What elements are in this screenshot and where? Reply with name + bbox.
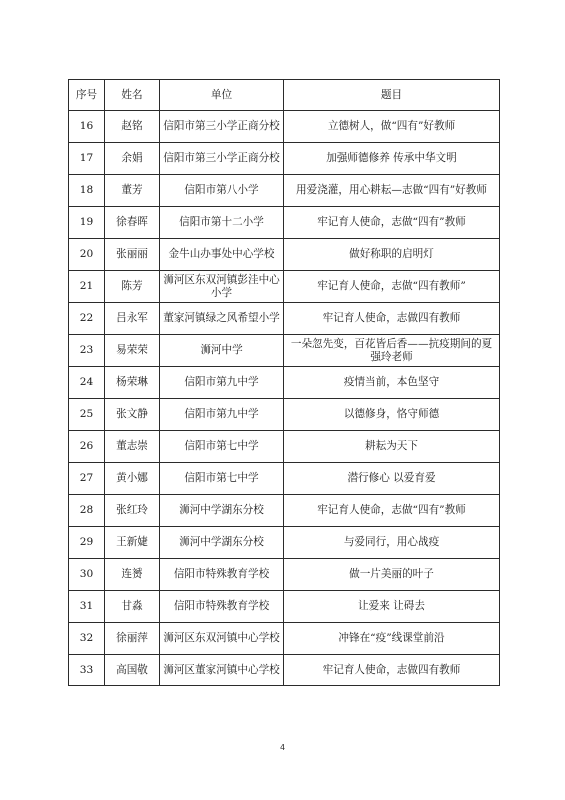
row-title: 疫情当前，本色坚守 xyxy=(284,367,500,399)
row-unit: 信阳市第三小学正商分校 xyxy=(160,143,284,175)
row-number: 25 xyxy=(69,399,105,431)
row-name: 张文静 xyxy=(105,399,160,431)
row-unit: 信阳市第三小学正商分校 xyxy=(160,111,284,143)
table-row xyxy=(69,271,500,303)
table-row xyxy=(69,111,500,143)
row-name: 董志崇 xyxy=(105,431,160,463)
row-name: 陈芳 xyxy=(105,271,160,303)
row-title: 加强师德修养 传承中华文明 xyxy=(284,143,500,175)
row-unit: 浉河中学湖东分校 xyxy=(160,527,284,559)
row-number: 28 xyxy=(69,495,105,527)
row-title: 做好称职的启明灯 xyxy=(284,239,500,271)
row-number: 22 xyxy=(69,303,105,335)
header-name: 姓名 xyxy=(105,80,160,111)
row-name: 董芳 xyxy=(105,175,160,207)
row-unit: 信阳市第九中学 xyxy=(160,367,284,399)
row-unit: 信阳市第十二小学 xyxy=(160,207,284,239)
row-number: 20 xyxy=(69,239,105,271)
header-number: 序号 xyxy=(69,80,105,111)
row-name: 张丽丽 xyxy=(105,239,160,271)
row-number: 30 xyxy=(69,559,105,591)
table-row xyxy=(69,495,500,527)
table-row xyxy=(69,335,500,367)
row-number: 23 xyxy=(69,335,105,367)
row-title: 牢记育人使命，志做“四有”教师 xyxy=(284,495,500,527)
row-title: 潜行修心 以爱育爱 xyxy=(284,463,500,495)
row-unit: 信阳市特殊教育学校 xyxy=(160,591,284,623)
table-body xyxy=(69,111,500,686)
row-title: 用爱浇灌，用心耕耘—志做“四有”好教师 xyxy=(284,175,500,207)
row-unit: 浉河区东双河镇中心学校 xyxy=(160,623,284,655)
row-number: 33 xyxy=(69,655,105,686)
table-row xyxy=(69,431,500,463)
row-number: 31 xyxy=(69,591,105,623)
row-number: 32 xyxy=(69,623,105,655)
row-number: 27 xyxy=(69,463,105,495)
row-unit: 浉河区董家河镇中心学校 xyxy=(160,655,284,686)
row-name: 易荣荣 xyxy=(105,335,160,367)
row-unit: 信阳市第七中学 xyxy=(160,431,284,463)
table-header xyxy=(69,80,500,111)
row-title: 耕耘为天下 xyxy=(284,431,500,463)
row-name: 王新婕 xyxy=(105,527,160,559)
row-name: 连赟 xyxy=(105,559,160,591)
row-name: 杨荣琳 xyxy=(105,367,160,399)
table-row xyxy=(69,175,500,207)
row-unit: 信阳市第九中学 xyxy=(160,399,284,431)
row-number: 26 xyxy=(69,431,105,463)
row-number: 24 xyxy=(69,367,105,399)
row-title: 立德树人，做“四有”好教师 xyxy=(284,111,500,143)
row-title: 让爱来 让碍去 xyxy=(284,591,500,623)
table-row xyxy=(69,367,500,399)
row-name: 张红玲 xyxy=(105,495,160,527)
table-row xyxy=(69,207,500,239)
row-title: 以德修身，恪守师德 xyxy=(284,399,500,431)
row-unit: 浉河区东双河镇彭洼中心小学 xyxy=(160,271,284,303)
row-unit: 信阳市第七中学 xyxy=(160,463,284,495)
row-title: 做一片美丽的叶子 xyxy=(284,559,500,591)
table-row xyxy=(69,655,500,686)
page-number: 4 xyxy=(279,743,286,752)
row-unit: 信阳市特殊教育学校 xyxy=(160,559,284,591)
table-row xyxy=(69,399,500,431)
row-name: 赵铭 xyxy=(105,111,160,143)
table-row xyxy=(69,591,500,623)
row-name: 高国敬 xyxy=(105,655,160,686)
header-unit: 单位 xyxy=(160,80,284,111)
row-title: 牢记育人使命，志做四有教师 xyxy=(284,303,500,335)
row-unit: 信阳市第八小学 xyxy=(160,175,284,207)
row-title: 牢记育人使命，志做“四有”教师 xyxy=(284,207,500,239)
row-unit: 浉河中学 xyxy=(160,335,284,367)
row-name: 甘淼 xyxy=(105,591,160,623)
header-title: 题目 xyxy=(284,80,500,111)
row-name: 余娟 xyxy=(105,143,160,175)
row-number: 21 xyxy=(69,271,105,303)
row-unit: 金牛山办事处中心学校 xyxy=(160,239,284,271)
row-number: 18 xyxy=(69,175,105,207)
row-number: 16 xyxy=(69,111,105,143)
table-row xyxy=(69,463,500,495)
table-row xyxy=(69,559,500,591)
row-title: 牢记育人使命，志做“四有教师” xyxy=(284,271,500,303)
row-unit: 董家河镇绿之风希望小学 xyxy=(160,303,284,335)
row-name: 徐丽萍 xyxy=(105,623,160,655)
row-title: 与爱同行，用心战疫 xyxy=(284,527,500,559)
row-number: 29 xyxy=(69,527,105,559)
table-row xyxy=(69,527,500,559)
row-name: 徐春晖 xyxy=(105,207,160,239)
table-row xyxy=(69,143,500,175)
teacher-roster-table xyxy=(68,79,500,686)
table-row xyxy=(69,239,500,271)
table-row xyxy=(69,623,500,655)
table-row xyxy=(69,303,500,335)
row-number: 19 xyxy=(69,207,105,239)
row-title: 一朵忽先变，百花皆后香——抗疫期间的夏强玲老师 xyxy=(284,335,500,367)
row-title: 冲锋在“疫”线课堂前沿 xyxy=(284,623,500,655)
row-number: 17 xyxy=(69,143,105,175)
row-name: 黄小娜 xyxy=(105,463,160,495)
row-unit: 浉河中学湖东分校 xyxy=(160,495,284,527)
row-name: 吕永军 xyxy=(105,303,160,335)
row-title: 牢记育人使命，志做四有教师 xyxy=(284,655,500,686)
